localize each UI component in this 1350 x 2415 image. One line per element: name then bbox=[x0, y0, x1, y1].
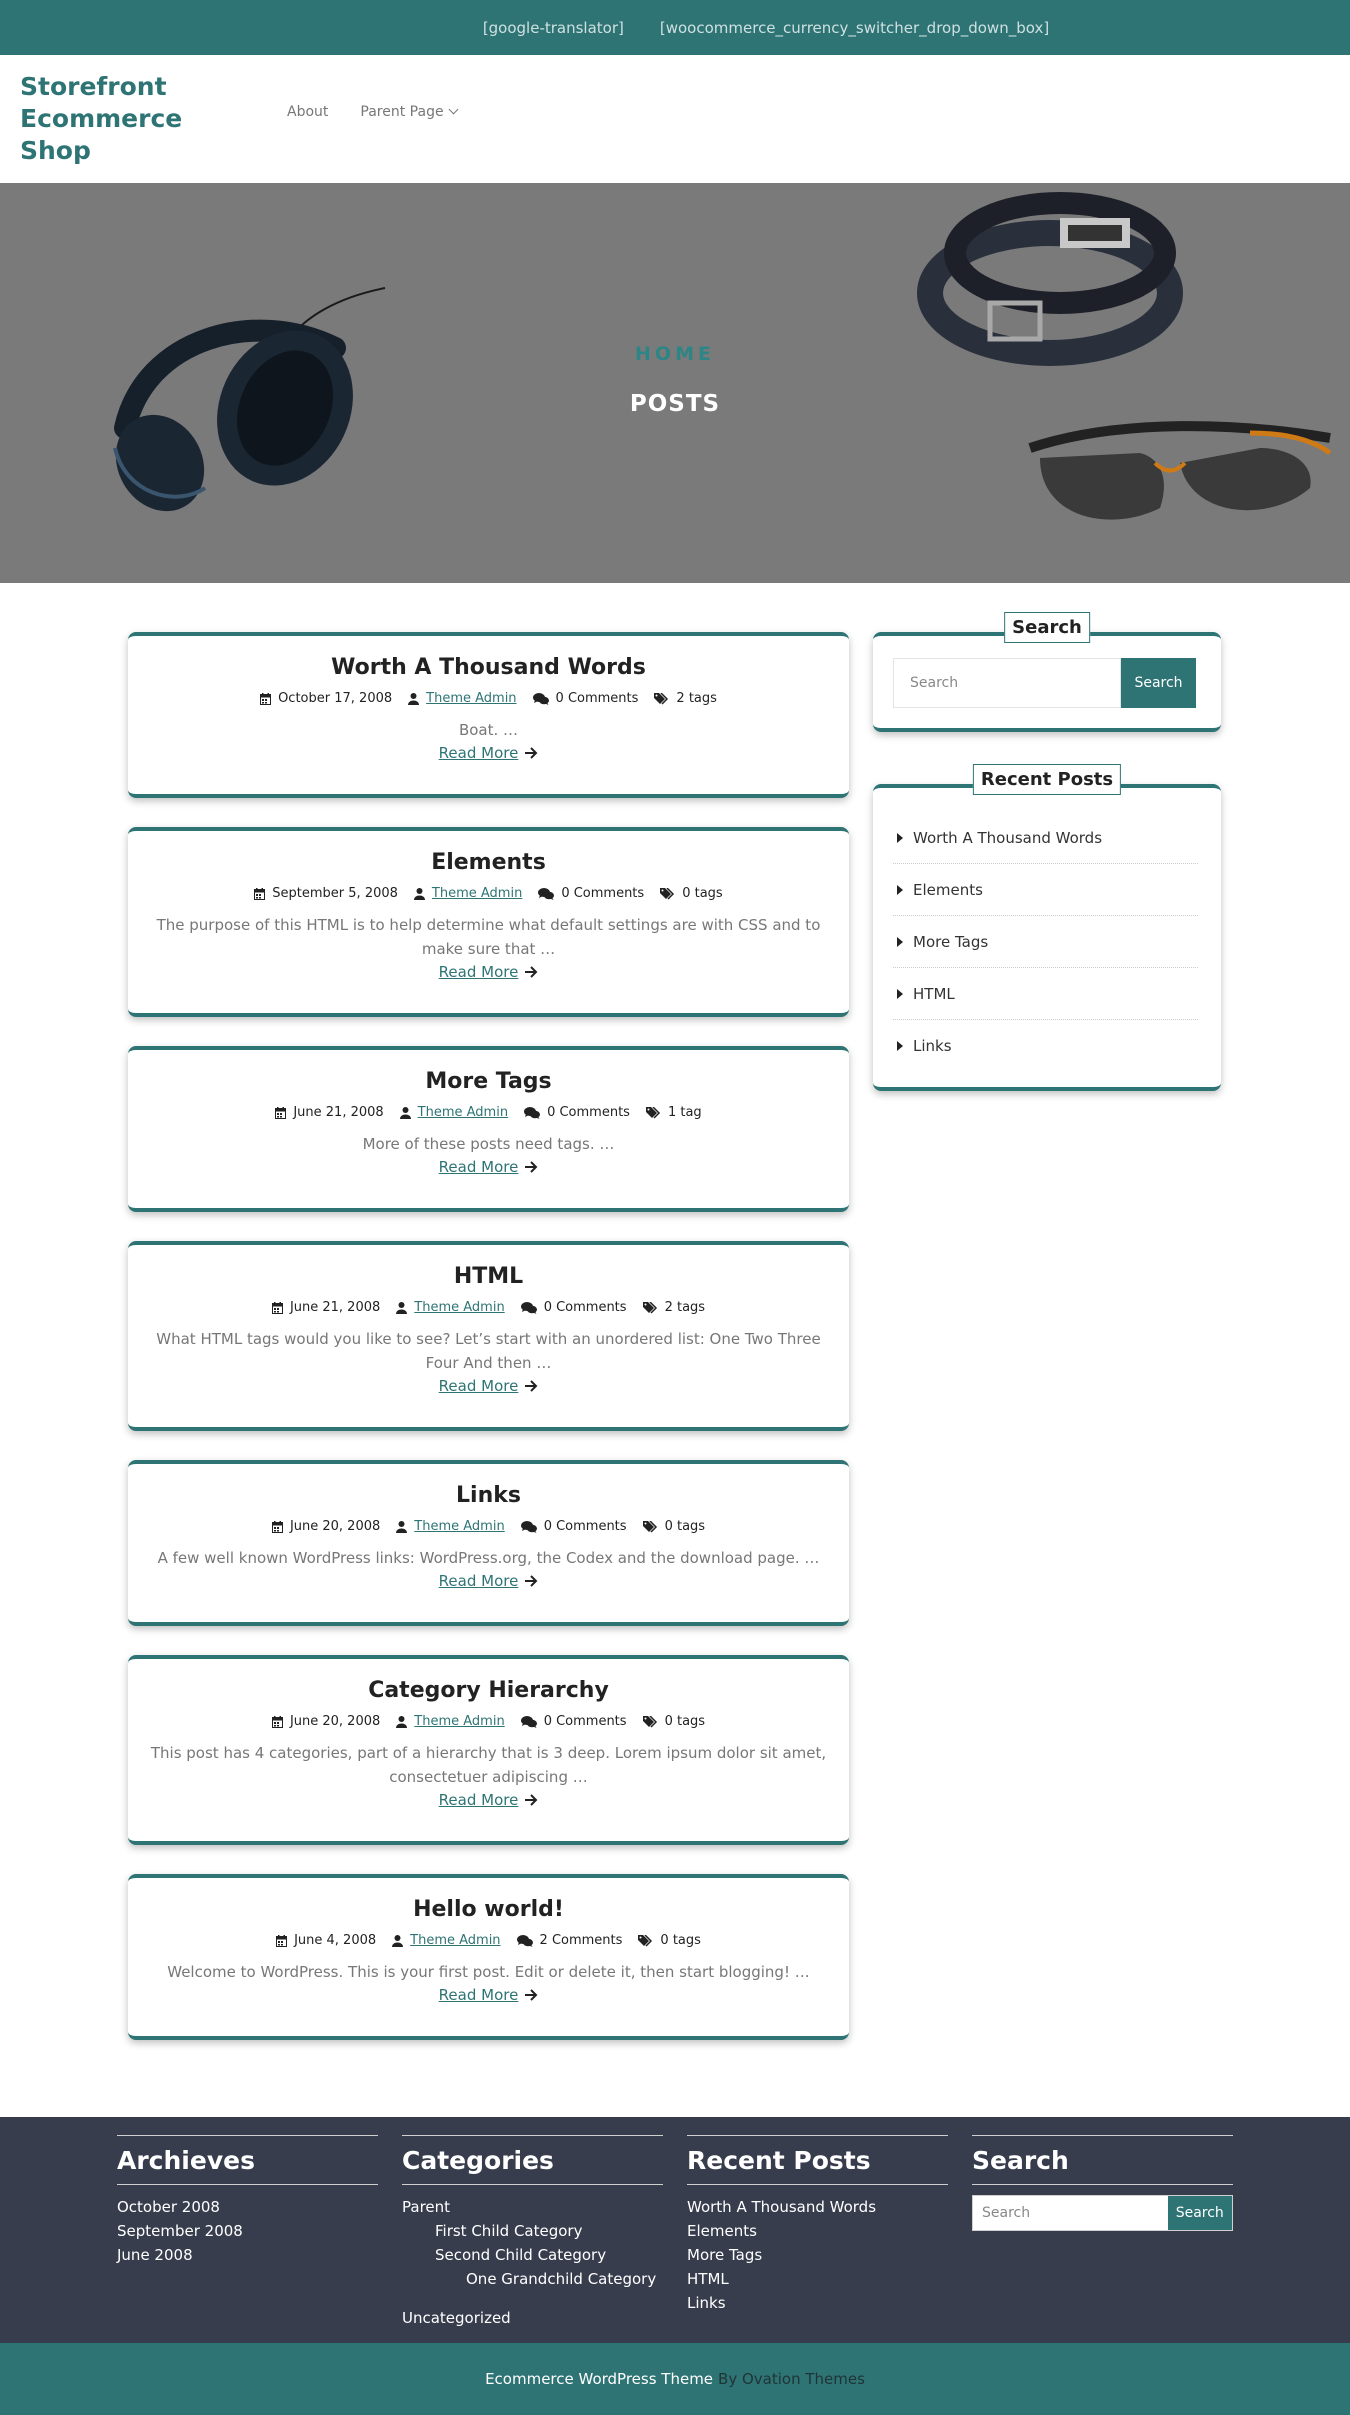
post-meta bbox=[128, 1300, 849, 1315]
post-excerpt: What HTML tags would you like to see? Let’s start with an unordered list: One Two Three Four And then … bbox=[156, 1330, 821, 1372]
main-nav bbox=[287, 104, 457, 120]
footer-link[interactable]: More Tags bbox=[687, 2246, 763, 2264]
widget-title: Recent Posts bbox=[973, 764, 1121, 795]
footer-link[interactable]: Parent bbox=[402, 2198, 451, 2216]
footer-link[interactable]: Elements bbox=[687, 2222, 757, 2240]
copyright-bar bbox=[0, 2343, 1350, 2415]
comments-icon bbox=[521, 1302, 537, 1314]
footer-link[interactable]: June 2008 bbox=[117, 2246, 193, 2264]
read-more-link[interactable] bbox=[439, 742, 539, 764]
caret-right-icon bbox=[897, 937, 903, 947]
footer-link[interactable]: HTML bbox=[687, 2270, 729, 2288]
post-author-link[interactable]: Theme Admin bbox=[414, 1300, 505, 1315]
footer-categories bbox=[402, 2135, 663, 2330]
user-icon bbox=[396, 1302, 407, 1314]
post-comments: 0 Comments bbox=[547, 1105, 630, 1120]
post-meta bbox=[128, 1933, 849, 1948]
comments-icon bbox=[521, 1716, 537, 1728]
post-comments: 0 Comments bbox=[555, 691, 639, 706]
tags-icon bbox=[643, 1302, 658, 1314]
read-more-label: Read More bbox=[438, 963, 519, 981]
tags-icon bbox=[643, 1716, 658, 1728]
post-tags: 0 tags bbox=[682, 886, 723, 901]
read-more-link[interactable] bbox=[439, 1375, 539, 1397]
arrow-right-icon bbox=[524, 1989, 538, 2001]
post-comments: 0 Comments bbox=[561, 886, 645, 901]
read-more-label: Read More bbox=[438, 744, 519, 762]
footer-link[interactable]: Links bbox=[687, 2294, 726, 2312]
user-icon bbox=[392, 1935, 403, 1947]
footer-search bbox=[972, 2135, 1233, 2231]
recent-post-label: HTML bbox=[913, 984, 955, 1003]
user-icon bbox=[396, 1521, 407, 1533]
arrow-right-icon bbox=[524, 966, 538, 978]
caret-right-icon bbox=[897, 885, 903, 895]
read-more-link[interactable] bbox=[439, 1984, 539, 2006]
post-meta bbox=[128, 691, 849, 706]
search-widget bbox=[873, 617, 1221, 732]
post-tags: 0 tags bbox=[664, 1714, 706, 1729]
footer-title: Recent Posts bbox=[687, 2135, 948, 2185]
post-author-link[interactable]: Theme Admin bbox=[417, 1105, 509, 1120]
post-excerpt: The purpose of this HTML is to help determine what default settings are with CSS and to make sure that … bbox=[156, 916, 821, 958]
footer-recent-posts bbox=[687, 2135, 948, 2315]
comments-icon bbox=[538, 888, 554, 900]
tags-icon bbox=[638, 1935, 653, 1947]
nav-item-about[interactable]: About bbox=[287, 104, 329, 120]
tags-icon bbox=[643, 1521, 658, 1533]
footer-archives bbox=[117, 2135, 378, 2267]
calendar-icon bbox=[275, 1107, 286, 1119]
footer-link[interactable]: October 2008 bbox=[117, 2198, 220, 2216]
nav-item-label: Parent Page bbox=[360, 104, 444, 120]
post-date: October 17, 2008 bbox=[278, 691, 393, 706]
arrow-right-icon bbox=[524, 1575, 538, 1587]
arrow-right-icon bbox=[524, 747, 538, 759]
post-date: June 4, 2008 bbox=[294, 1933, 377, 1948]
post-card bbox=[128, 1460, 849, 1626]
calendar-icon bbox=[276, 1935, 287, 1947]
recent-post-item[interactable] bbox=[893, 1020, 1198, 1072]
footer-title: Categories bbox=[402, 2135, 663, 2185]
post-author-link[interactable]: Theme Admin bbox=[410, 1933, 501, 1948]
comments-icon bbox=[517, 1935, 533, 1947]
comments-icon bbox=[524, 1107, 540, 1119]
search-input[interactable]: Search bbox=[893, 658, 1121, 708]
caret-right-icon bbox=[897, 989, 903, 999]
recent-post-item[interactable] bbox=[893, 812, 1198, 864]
post-excerpt: This post has 4 categories, part of a hierarchy that is 3 deep. Lorem ipsum dolor sit amet, consectetuer adipiscing … bbox=[150, 1744, 827, 1786]
calendar-icon bbox=[254, 888, 265, 900]
tags-icon bbox=[660, 888, 675, 900]
footer-link[interactable]: One Grandchild Category bbox=[466, 2270, 657, 2288]
read-more-label: Read More bbox=[438, 1791, 519, 1809]
read-more-link[interactable] bbox=[439, 1789, 539, 1811]
post-title[interactable]: Worth A Thousand Words bbox=[331, 655, 646, 680]
post-title[interactable]: More Tags bbox=[425, 1069, 552, 1094]
post-title[interactable]: Links bbox=[456, 1483, 521, 1508]
comments-icon bbox=[521, 1521, 537, 1533]
post-card bbox=[128, 632, 849, 798]
recent-post-label: Worth A Thousand Words bbox=[913, 828, 1103, 847]
post-date: June 20, 2008 bbox=[289, 1519, 381, 1534]
arrow-right-icon bbox=[524, 1161, 538, 1173]
post-author-link[interactable]: Theme Admin bbox=[426, 691, 517, 706]
footer-link[interactable]: September 2008 bbox=[117, 2222, 243, 2240]
recent-post-item[interactable] bbox=[893, 916, 1198, 968]
post-meta bbox=[128, 1714, 849, 1729]
post-title[interactable]: Elements bbox=[431, 850, 546, 875]
footer-title: Search bbox=[972, 2135, 1233, 2185]
post-tags: 0 tags bbox=[664, 1519, 706, 1534]
post-date: September 5, 2008 bbox=[272, 886, 398, 901]
breadcrumb[interactable]: HOME bbox=[635, 343, 715, 365]
user-icon bbox=[400, 1107, 411, 1119]
nav-item-parent-page[interactable] bbox=[360, 104, 456, 120]
recent-post-label: More Tags bbox=[913, 932, 989, 951]
calendar-icon bbox=[272, 1302, 283, 1314]
caret-right-icon bbox=[897, 1041, 903, 1051]
post-meta bbox=[128, 1105, 849, 1120]
post-excerpt: Boat. … bbox=[458, 721, 519, 739]
footer-title: Archieves bbox=[117, 2135, 378, 2185]
post-card bbox=[128, 1241, 849, 1431]
site-footer bbox=[0, 2117, 1350, 2343]
post-date: June 20, 2008 bbox=[289, 1714, 381, 1729]
language-shortcode: [google-translator] bbox=[482, 18, 624, 37]
post-meta bbox=[128, 886, 849, 901]
post-author-link[interactable]: Theme Admin bbox=[414, 1519, 505, 1534]
recent-post-label: Links bbox=[913, 1037, 952, 1055]
tags-icon bbox=[646, 1107, 661, 1119]
read-more-link[interactable] bbox=[439, 1156, 539, 1178]
user-icon bbox=[396, 1716, 407, 1728]
read-more-label: Read More bbox=[438, 1572, 519, 1590]
page-title: POSTS bbox=[629, 391, 721, 417]
calendar-icon bbox=[260, 693, 271, 705]
post-title[interactable]: HTML bbox=[453, 1264, 524, 1289]
user-icon bbox=[408, 693, 419, 705]
post-tags: 2 tags bbox=[676, 691, 717, 706]
post-date: June 21, 2008 bbox=[293, 1105, 384, 1120]
currency-shortcode: [woocommerce_currency_switcher_drop_down_box] bbox=[659, 18, 1050, 37]
post-tags: 1 tag bbox=[667, 1105, 702, 1120]
post-comments: 0 Comments bbox=[543, 1300, 627, 1315]
recent-posts-widget bbox=[873, 769, 1221, 1091]
top-bar bbox=[0, 0, 1350, 55]
footer-link[interactable]: Uncategorized bbox=[402, 2309, 511, 2327]
post-comments: 2 Comments bbox=[539, 1933, 623, 1948]
post-date: June 21, 2008 bbox=[289, 1300, 381, 1315]
calendar-icon bbox=[272, 1521, 283, 1533]
recent-post-item[interactable] bbox=[893, 864, 1198, 916]
site-header bbox=[0, 55, 1350, 183]
theme-link[interactable]: Ecommerce WordPress Theme bbox=[485, 2370, 714, 2388]
read-more-label: Read More bbox=[438, 1377, 519, 1395]
post-card bbox=[128, 1046, 849, 1212]
post-excerpt: Welcome to WordPress. This is your first post. Edit or delete it, then start blogging! … bbox=[167, 1963, 810, 1981]
widget-title: Search bbox=[1004, 612, 1090, 643]
recent-post-item[interactable] bbox=[893, 968, 1198, 1020]
post-tags: 0 tags bbox=[660, 1933, 701, 1948]
post-tags: 2 tags bbox=[664, 1300, 706, 1315]
read-more-link[interactable] bbox=[439, 961, 539, 983]
post-excerpt: A few well known WordPress links: WordPress.org, the Codex and the download page. … bbox=[157, 1549, 820, 1567]
read-more-label: Read More bbox=[438, 1158, 519, 1176]
footer-search-input[interactable]: Search bbox=[973, 2196, 1167, 2230]
arrow-right-icon bbox=[524, 1380, 538, 1392]
post-comments: 0 Comments bbox=[543, 1714, 627, 1729]
recent-post-label: Elements bbox=[913, 880, 983, 899]
user-icon bbox=[414, 888, 425, 900]
post-card bbox=[128, 1874, 849, 2040]
post-card bbox=[128, 1655, 849, 1845]
footer-search-button[interactable]: Search bbox=[1167, 2196, 1232, 2230]
tags-icon bbox=[654, 693, 669, 705]
post-card bbox=[128, 827, 849, 1017]
arrow-right-icon bbox=[524, 1794, 538, 1806]
post-author-link[interactable]: Theme Admin bbox=[431, 886, 523, 901]
read-more-link[interactable] bbox=[439, 1570, 539, 1592]
post-excerpt: More of these posts need tags. … bbox=[362, 1135, 615, 1153]
caret-right-icon bbox=[897, 833, 903, 843]
read-more-label: Read More bbox=[438, 1986, 519, 2004]
site-title[interactable]: Storefront Ecommerce Shop bbox=[20, 72, 183, 165]
hero-banner bbox=[0, 183, 1350, 583]
calendar-icon bbox=[272, 1716, 283, 1728]
by-ovation-themes[interactable]: By Ovation Themes bbox=[718, 2370, 865, 2388]
footer-link[interactable]: Worth A Thousand Words bbox=[687, 2198, 877, 2216]
post-meta bbox=[128, 1519, 849, 1534]
post-author-link[interactable]: Theme Admin bbox=[414, 1714, 505, 1729]
post-title[interactable]: Category Hierarchy bbox=[368, 1678, 609, 1703]
post-comments: 0 Comments bbox=[543, 1519, 627, 1534]
footer-link[interactable]: Second Child Category bbox=[435, 2246, 607, 2264]
post-title[interactable]: Hello world! bbox=[413, 1897, 564, 1922]
sunglasses-image bbox=[1020, 408, 1340, 553]
footer-link[interactable]: First Child Category bbox=[435, 2222, 583, 2240]
chevron-down-icon bbox=[448, 105, 458, 115]
search-button[interactable]: Search bbox=[1121, 658, 1196, 708]
comments-icon bbox=[533, 693, 549, 705]
